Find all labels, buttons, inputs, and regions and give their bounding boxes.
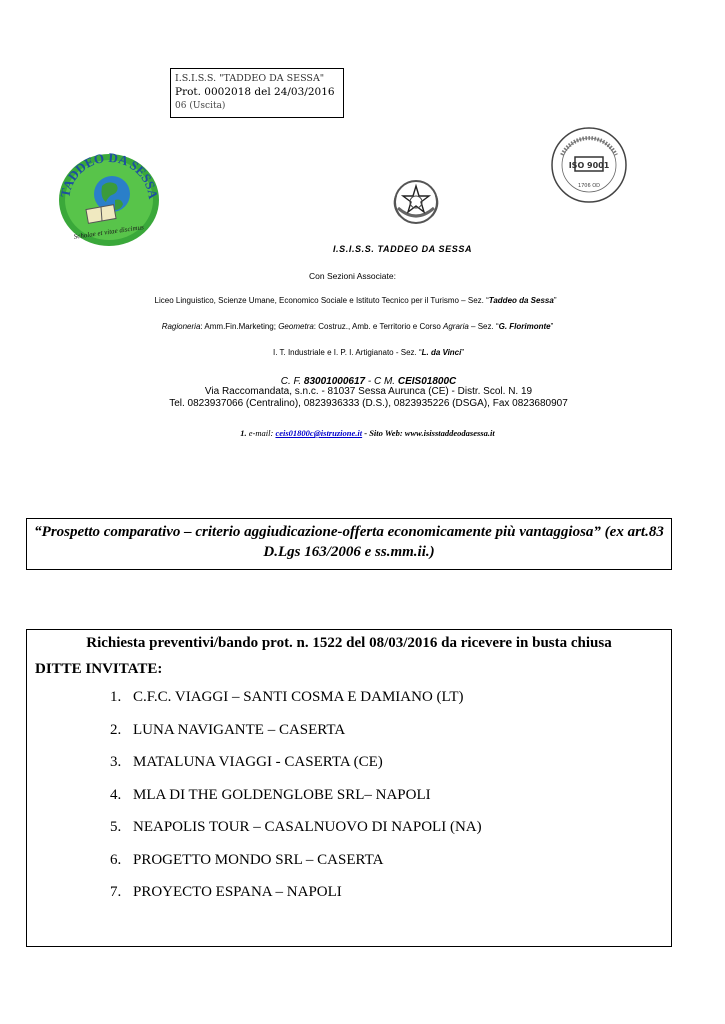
school-logo	[57, 152, 161, 248]
contacts-line	[5, 428, 725, 438]
quote-close: ”	[550, 322, 554, 331]
invited-firms-box	[26, 629, 672, 947]
document-title-box	[26, 518, 672, 570]
firm-name: MLA DI THE GOLDENGLOBE SRL– NAPOLI	[133, 787, 431, 803]
list-item	[110, 852, 383, 869]
agraria-label: Agraria	[443, 322, 469, 331]
section-davinci	[6, 348, 725, 357]
list-item	[110, 884, 342, 901]
telephones: Tel. 0823937066 (Centralino), 0823936333 (D.S.), 0823935226 (DSGA), Fax 0823680907	[169, 398, 568, 409]
list-item	[110, 689, 463, 706]
email-label: e-mail:	[246, 428, 276, 438]
cm-value: CEIS01800C	[397, 376, 457, 387]
list-number: 2.	[110, 722, 122, 738]
protocol-number: Prot. 0002018 del 24/03/2016	[175, 86, 335, 98]
list-item	[110, 819, 482, 836]
firm-name: PROGETTO MONDO SRL – CASERTA	[133, 852, 384, 868]
list-number: 1.	[110, 689, 122, 705]
list-number: 4.	[110, 787, 122, 803]
firm-name: NEAPOLIS TOUR – CASALNUOVO DI NAPOLI (NA)	[133, 819, 482, 835]
section-florimonte-name: G. Florimonte	[498, 322, 551, 331]
sez-label: – Sez. “	[468, 322, 499, 331]
section-davinci-desc: I. T. Industriale e I. P. I. Artigianato - Sez. “	[272, 348, 422, 357]
seal-code: 1706 OD	[577, 183, 601, 189]
protocol-school: I.S.I.S.S. "TADDEO DA SESSA"	[175, 73, 325, 84]
list-item	[110, 722, 345, 739]
document-title-line1: “Prospetto comparativo – criterio aggiudicazione-offerta economicamente più vantaggiosa” (ex art.83	[34, 524, 664, 540]
geometra-label: Geometra	[278, 322, 314, 331]
list-number: 7.	[110, 884, 122, 900]
invited-firms-heading: DITTE INVITATE:	[35, 661, 163, 677]
list-item	[110, 754, 383, 771]
section-taddeo-desc: Liceo Linguistico, Scienze Umane, Economico Sociale e Istituto Tecnico per il Turismo – Sez. “	[154, 296, 489, 305]
cf-value: 83001000617	[303, 376, 366, 387]
protocol-type: 06 (Uscita)	[175, 101, 226, 111]
web-label: - Sito Web:	[362, 428, 405, 438]
section-davinci-name: L. da Vinci	[421, 348, 462, 357]
ragioneria-desc: : Amm.Fin.Marketing;	[200, 322, 279, 331]
quote-close: ”	[553, 296, 557, 305]
address: Via Raccomandata, s.n.c. - 81037 Sessa Aurunca (CE) - Distr. Scol. N. 19	[204, 386, 533, 397]
contacts-prefix: 1.	[240, 428, 247, 438]
section-taddeo	[0, 296, 718, 305]
geometra-desc: : Costruz., Amb. e Territorio e Corso	[313, 322, 444, 331]
logo-text: TADDEO DA SESSA	[57, 152, 161, 201]
email-link[interactable]: ceis01800c@istruzione.it	[275, 428, 363, 438]
firm-name: LUNA NAVIGANTE – CASERTA	[133, 722, 346, 738]
logo-motto: Scholae et vitae discimus	[73, 223, 145, 241]
certification-seal	[548, 125, 630, 205]
list-item	[110, 787, 431, 804]
seal-text: ISO 9001	[568, 161, 610, 170]
firm-name: C.F.C. VIAGGI – SANTI COSMA E DAMIANO (LT)	[133, 689, 464, 705]
firm-name: MATALUNA VIAGGI - CASERTA (CE)	[133, 754, 383, 770]
section-florimonte	[0, 322, 720, 331]
republic-emblem	[388, 174, 444, 230]
firm-name: PROYECTO ESPANA – NAPOLI	[133, 884, 342, 900]
list-number: 6.	[110, 852, 122, 868]
list-number: 5.	[110, 819, 122, 835]
ragioneria-label: Ragioneria	[161, 322, 201, 331]
cm-label: - C M.	[365, 376, 398, 387]
school-name: I.S.I.S.S. TADDEO DA SESSA	[332, 244, 473, 254]
quote-close: ”	[461, 348, 465, 357]
cf-label: C. F.	[280, 376, 304, 387]
document-title-line2: D.Lgs 163/2006 e ss.mm.ii.)	[263, 544, 435, 560]
list-number: 3.	[110, 754, 122, 770]
sezioni-intro: Con Sezioni Associate:	[309, 271, 396, 281]
section-taddeo-name: Taddeo da Sessa	[488, 296, 554, 305]
web-link[interactable]: www.isisstaddeodasessa.it	[404, 428, 495, 438]
request-heading: Richiesta preventivi/bando prot. n. 1522 del 08/03/2016 da ricevere in busta chiusa	[86, 635, 612, 651]
protocol-stamp	[170, 68, 344, 118]
